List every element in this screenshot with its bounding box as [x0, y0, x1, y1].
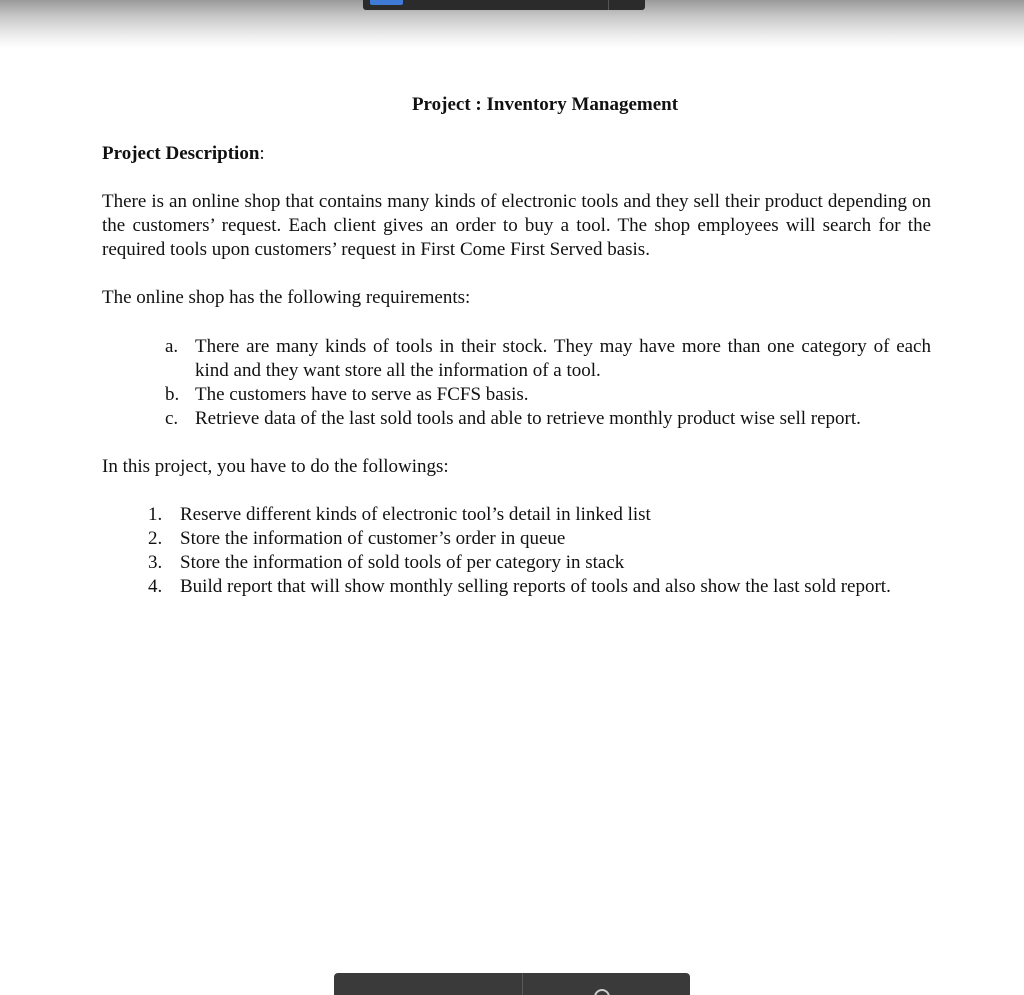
tasks-list [148, 503, 918, 599]
viewer-top-toolbar[interactable] [363, 0, 645, 10]
list-marker: 1. [148, 504, 163, 525]
list-item [165, 407, 931, 431]
toolbar-active-button[interactable] [370, 0, 403, 5]
toolbar-divider [522, 973, 523, 995]
list-item-text: Reserve different kinds of electronic tool’s detail in linked list [180, 504, 651, 525]
list-item [165, 335, 931, 383]
list-marker: b. [165, 384, 180, 405]
project-description-label: Project Description [102, 143, 260, 164]
list-item [148, 551, 918, 575]
project-description-paragraph: There is an online shop that contains many kinds of electronic tools and they sell their product depending on the customers’ request. Each client gives an order to buy a tool. The shop employees will search for the required tools upon customers’ request in First Come First Served basis. [102, 191, 931, 260]
viewer-bottom-toolbar[interactable] [334, 973, 690, 995]
list-item [148, 503, 918, 527]
requirements-intro: The online shop has the following requirements: [102, 287, 471, 308]
list-marker: 3. [148, 552, 163, 573]
project-description-colon: : [259, 143, 265, 164]
search-icon[interactable] [594, 989, 610, 995]
list-item-text: Store the information of sold tools of per category in stack [180, 552, 625, 573]
tasks-intro: In this project, you have to do the followings: [102, 456, 449, 477]
list-item-text: There are many kinds of tools in their stock. They may have more than one category of each kind and they want store all the information of a tool. [195, 336, 931, 381]
requirements-list [165, 335, 931, 431]
list-item [148, 527, 918, 551]
list-marker: 2. [148, 528, 163, 549]
toolbar-divider [608, 0, 609, 10]
list-marker: c. [165, 408, 179, 429]
list-item-text: The customers have to serve as FCFS basis. [195, 384, 529, 405]
page-title: Project : Inventory Management [411, 94, 679, 115]
list-item [148, 575, 918, 599]
list-item-text: Build report that will show monthly selling reports of tools and also show the last sold report. [180, 576, 891, 597]
list-marker: a. [165, 336, 179, 357]
list-item-text: Retrieve data of the last sold tools and able to retrieve monthly product wise sell report. [195, 408, 861, 429]
list-item [165, 383, 931, 407]
project-description-heading [102, 143, 265, 165]
list-marker: 4. [148, 576, 163, 597]
list-item-text: Store the information of customer’s order in queue [180, 528, 566, 549]
